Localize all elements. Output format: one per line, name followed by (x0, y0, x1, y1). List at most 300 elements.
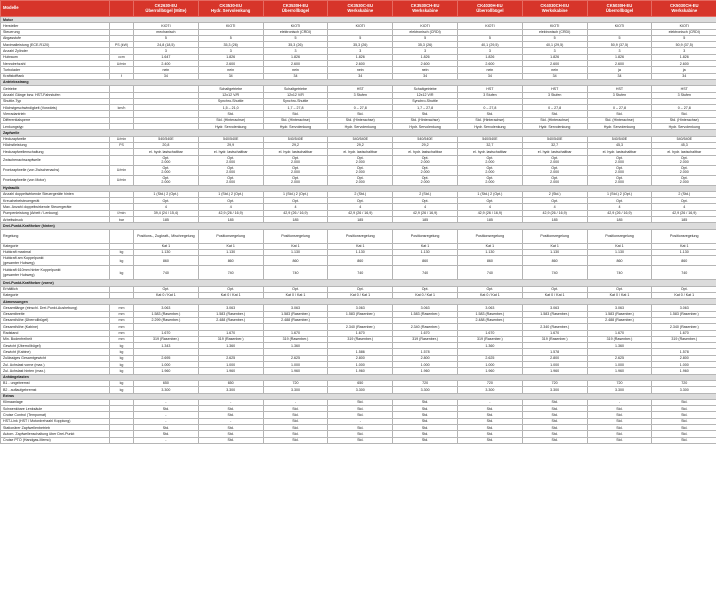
spec-value: Std. (134, 431, 199, 437)
spec-value: Synchro-Shuttle (198, 98, 263, 104)
spec-value: Std. (328, 111, 393, 117)
spec-value: 1.000 (328, 362, 393, 368)
spec-value: 4 (652, 204, 716, 210)
spec-value: Opt. 2.000 (328, 165, 393, 175)
spec-value: 860 (198, 256, 263, 266)
spec-label: Radstand (1, 330, 110, 336)
model-header (393, 1, 458, 17)
spec-value: 2.600 (522, 61, 587, 67)
spec-label: Max. Anzahl doppeltwirkende Steuergeräte (1, 204, 110, 210)
spec-value: 34 (457, 73, 522, 79)
spec-value: 740 (522, 266, 587, 280)
spec-value: 3 (393, 48, 458, 54)
spec-value: Std. (457, 437, 522, 443)
spec-value: 3.063 (522, 305, 587, 311)
spec-value: 2.625 (587, 355, 652, 361)
spec-value: Hydr. Servolenkung (263, 124, 328, 130)
spec-value: Std. (Hinterachse) (328, 117, 393, 123)
spec-row (1, 155, 716, 165)
spec-value: 3 (134, 48, 199, 54)
spec-value: Std. (263, 418, 328, 424)
spec-value: 860 (457, 256, 522, 266)
spec-value: 3.300 (457, 387, 522, 393)
model-name: CK4030H-EU (477, 2, 503, 8)
spec-value: Std. (457, 111, 522, 117)
spec-value: Opt. 2.000 (587, 175, 652, 185)
spec-value: Std. (522, 399, 587, 405)
spec-value: 1.960 (393, 368, 458, 374)
spec-value: Kat 0 / Kat 1 (134, 292, 199, 298)
spec-label: Autom. Zapfwellenschaltung über Drei-Punkt (1, 431, 110, 437)
spec-value: 45,3 (652, 142, 716, 148)
spec-value: KIOTI (198, 23, 263, 29)
spec-label: Anzahl Gänge bzw. HST-Fahrstufen (1, 92, 110, 98)
spec-label: Kreuzhebelsteuergerät (1, 198, 110, 204)
spec-label: Gesamthöhe (Überrollbügel) (1, 317, 110, 323)
spec-unit: kg (110, 368, 134, 374)
model-header (134, 1, 199, 17)
spec-value: 1,7 – 27,8 (393, 105, 458, 111)
spec-value: 540/540E (652, 136, 716, 142)
spec-value: 650 (328, 380, 393, 386)
spec-label: Turbolader (1, 67, 110, 73)
spec-value: 1.583 (Rasenber.) (457, 311, 522, 317)
spec-value: 2.800 (652, 355, 716, 361)
spec-value: el. hydr. lastschaltbar (393, 149, 458, 155)
model-header (457, 1, 522, 17)
spec-value: 1,7 – 27,8 (263, 105, 328, 111)
spec-value: Opt. 2.000 (263, 155, 328, 165)
spec-value: el. hydr. lastschaltbar (198, 149, 263, 155)
spec-label: Zwischenachszapfwelle (1, 155, 110, 165)
spec-value: nein (393, 67, 458, 73)
spec-value: 5 (134, 35, 199, 41)
spec-value: 3.063 (393, 305, 458, 311)
spec-value: el. hydr. lastschaltbar (457, 149, 522, 155)
spec-value: 2.625 (457, 355, 522, 361)
spec-label: Hubkraft am Koppelpunkt (gesamter Hubweg) (1, 256, 110, 266)
spec-value: 29,2 (263, 142, 328, 148)
spec-value: 3.063 (652, 305, 716, 311)
spec-value: 3.063 (134, 305, 199, 311)
spec-label: Heckzapfwelle (1, 136, 110, 142)
spec-value: 2.600 (457, 61, 522, 67)
spec-value: 1.000 (457, 362, 522, 368)
spec-label: Vierradantrieb (1, 111, 110, 117)
spec-value: Std. (652, 412, 716, 418)
spec-value: 34 (198, 73, 263, 79)
spec-unit: ℓ (110, 73, 134, 79)
spec-value: 0 – 27,8 (457, 105, 522, 111)
spec-label: Arbeitsdruck (1, 217, 110, 223)
model-variant: Werkskabine (671, 7, 698, 13)
spec-value: Std. (263, 437, 328, 443)
spec-value: Std. (198, 437, 263, 443)
spec-value: Std. (652, 111, 716, 117)
spec-value: 740 (457, 266, 522, 280)
spec-label: Zulässiges Gesamtgewicht (1, 355, 110, 361)
spec-value: 50,9 (37,5) (587, 42, 652, 48)
spec-value: Opt. 2.000 (198, 165, 263, 175)
spec-label: Zul. Achslast vorne (max.) (1, 362, 110, 368)
spec-value: Std. (328, 406, 393, 412)
section-title: Abmessungen (1, 299, 716, 305)
spec-value: Schaltgetriebe (263, 86, 328, 92)
spec-value: Std. (457, 412, 522, 418)
spec-value: 2.800 (328, 355, 393, 361)
model-name: CK3530CH-EU (410, 2, 440, 8)
spec-value: 1.583 (Rasenber.) (522, 311, 587, 317)
spec-value: nein (263, 67, 328, 73)
spec-value: 3 (587, 48, 652, 54)
spec-label: Kategorie (1, 292, 110, 298)
spec-value: 3 Stufen (457, 92, 522, 98)
spec-value: Opt. (393, 198, 458, 204)
spec-value: Hydr. Servolenkung (587, 124, 652, 130)
spec-value: Std. (457, 431, 522, 437)
spec-value: KIOTI (393, 23, 458, 29)
spec-value: el. hydr. lastschaltbar (587, 149, 652, 155)
section-title: Drei-Punkt-Kraftheber (vorne) (1, 280, 716, 286)
spec-value: 29,2 (393, 142, 458, 148)
spec-value: Std. (328, 412, 393, 418)
spec-value: KIOTI (263, 23, 328, 29)
section-title: Hydraulik (1, 185, 716, 191)
spec-value: 1.670 (134, 330, 199, 336)
model-header (328, 1, 393, 17)
spec-value: 35,3 (26) (263, 42, 328, 48)
spec-value: 20,8 (134, 142, 199, 148)
spec-value: 12x12 V/R (263, 92, 328, 98)
spec-value: Std. (328, 437, 393, 443)
spec-value: Std. (587, 437, 652, 443)
spec-value: 2.488 (Rasenber.) (587, 317, 652, 323)
spec-label: Regelung (1, 229, 110, 243)
spec-value: Std. (522, 437, 587, 443)
spec-value: Opt. 2.000 (134, 175, 199, 185)
spec-value: Std. (652, 425, 716, 431)
spec-value: Kat 0 / Kat 1 (328, 292, 393, 298)
section-title: Antriebsstrang (1, 79, 716, 85)
spec-value: 2.340 (Rasenber.) (393, 324, 458, 330)
spec-value: nein (198, 67, 263, 73)
spec-label: Anzahl Zylinder (1, 48, 110, 54)
spec-value: nein (328, 67, 393, 73)
model-name: CK5030H-EU (606, 2, 633, 8)
spec-value: Opt. 2.000 (328, 175, 393, 185)
model-variant: Überrollbügel (605, 7, 634, 13)
spec-value: 2.400 (134, 61, 199, 67)
spec-value: 34 (652, 73, 716, 79)
spec-value: 860 (263, 256, 328, 266)
spec-value: 3 Stufen (652, 92, 716, 98)
spec-label: Gesamthöhe (Kabine) (1, 324, 110, 330)
spec-value: Opt. (263, 198, 328, 204)
spec-value: 2.488 (Rasenber.) (263, 317, 328, 323)
spec-value: el. hydr. lastschaltbar (328, 149, 393, 155)
spec-unit: U/min (110, 175, 134, 185)
spec-value: HST (587, 86, 652, 92)
model-name: CK5030CH-EU (669, 2, 699, 8)
spec-value: Hydr. Servolenkung (457, 124, 522, 130)
spec-value: 1.826 (263, 54, 328, 60)
spec-unit: mm (110, 317, 134, 323)
spec-value: nein (134, 67, 199, 73)
spec-value: 1.826 (328, 54, 393, 60)
spec-value: 2 (Std.) (522, 191, 587, 197)
spec-value: 2.600 (263, 61, 328, 67)
spec-value: 3 (522, 48, 587, 54)
spec-unit: kg (110, 387, 134, 393)
spec-value: 1.960 (522, 368, 587, 374)
section-title: Anhängelasten (1, 374, 716, 380)
spec-unit: PS (110, 142, 134, 148)
spec-value: 1.826 (522, 54, 587, 60)
spec-value: 720 (263, 380, 328, 386)
spec-value: 185 (393, 217, 458, 223)
spec-value: 540/540E (457, 136, 522, 142)
spec-value: Kat 1 (134, 243, 199, 249)
spec-label: Stationärer Zapfwellenbetrieb (1, 425, 110, 431)
spec-value: Positionsregelung (652, 229, 716, 243)
spec-value: Hydr. Servolenkung (328, 124, 393, 130)
spec-label: HST-Link (HST / Motordrehzahl Kopplung) (1, 418, 110, 424)
spec-value: Opt. (587, 198, 652, 204)
spec-value: 1.670 (263, 330, 328, 336)
spec-value: Std. (Hinterachse) (263, 117, 328, 123)
spec-value: Kat 1 (652, 243, 716, 249)
spec-value: 1,5 – 21,0 (198, 105, 263, 111)
spec-value: 1.578 (522, 349, 587, 355)
section-title: Drei-Punkt-Kraftheber (hinten) (1, 223, 716, 229)
spec-value: Positionsregelung (328, 229, 393, 243)
spec-value: 1.960 (587, 368, 652, 374)
spec-value: Opt. (134, 198, 199, 204)
spec-value: elektronisch (CRDI) (522, 29, 587, 35)
spec-value: 720 (393, 380, 458, 386)
spec-label: Frontzapfwelle (von Zwischenachs) (1, 165, 110, 175)
model-header (587, 1, 652, 17)
spec-value: 1.583 (Rasenber.) (393, 311, 458, 317)
spec-label: Gewicht (Kabine) (1, 349, 110, 355)
spec-value: 2.340 (Rasenber.) (522, 324, 587, 330)
spec-value: 1.670 (652, 330, 716, 336)
spec-value: 720 (587, 380, 652, 386)
spec-value: 3.300 (198, 387, 263, 393)
spec-value: Kat 0 / Kat 1 (457, 292, 522, 298)
spec-label: Steuerung (1, 29, 110, 35)
spec-value: Positionsregelung (587, 229, 652, 243)
spec-value: Positionsregelung (393, 229, 458, 243)
spec-value: 4 (134, 204, 199, 210)
spec-unit: mm (110, 305, 134, 311)
spec-value: 319 (Rasenber.) (134, 336, 199, 342)
spec-value: 1.960 (328, 368, 393, 374)
spec-value: Kat 1 (198, 243, 263, 249)
spec-value: 32,7 (457, 142, 522, 148)
spec-value: 42,9 (26 / 16,9) (522, 210, 587, 216)
spec-value: 740 (652, 266, 716, 280)
spec-label: Kategorie (1, 243, 110, 249)
spec-value: Hydr. Servolenkung (393, 124, 458, 130)
spec-value: Hydr. Servolenkung (522, 124, 587, 130)
spec-value: 1.826 (587, 54, 652, 60)
model-variant: Hydr. Servolenkung (211, 7, 251, 13)
spec-value: 1.000 (263, 362, 328, 368)
spec-value: Std. (134, 406, 199, 412)
spec-value: 740 (328, 266, 393, 280)
spec-label: Erhältlich (1, 286, 110, 292)
spec-label: Zul. Achslast hinten (max.) (1, 368, 110, 374)
spec-label: Cruise Control (Tempomat) (1, 412, 110, 418)
spec-value: 1.360 (457, 343, 522, 349)
spec-value: 2 (Std.) (393, 191, 458, 197)
spec-value: 3 (328, 48, 393, 54)
spec-value: 3.300 (652, 387, 716, 393)
spec-value: 540/540E (263, 136, 328, 142)
spec-value: Std. (652, 418, 716, 424)
model-variant: Überrollbügel (Mitte) (145, 7, 187, 13)
spec-value: 1.670 (328, 330, 393, 336)
spec-value: 185 (263, 217, 328, 223)
spec-unit: mm (110, 330, 134, 336)
spec-value: Kat 1 (522, 243, 587, 249)
spec-value: Std. (263, 406, 328, 412)
spec-value: 2.600 (328, 61, 393, 67)
spec-unit: kg (110, 380, 134, 386)
spec-value: Std. (Hinterachse) (198, 117, 263, 123)
spec-value: 4 (522, 204, 587, 210)
spec-value: Std. (198, 412, 263, 418)
spec-value: Positionsregelung (522, 229, 587, 243)
spec-label: Höchstgeschwindigkeit (Vorwärts) (1, 105, 110, 111)
spec-value: 540/540E (328, 136, 393, 142)
spec-label: Maximalleistung (ECE-R120) (1, 42, 110, 48)
spec-value: 34 (522, 73, 587, 79)
spec-value: 185 (522, 217, 587, 223)
spec-value: Std. (587, 431, 652, 437)
spec-value: Std. (Hinterachse) (393, 117, 458, 123)
spec-value: 42,9 (26 / 16,9) (652, 210, 716, 216)
spec-value: Std. (Hinterachse) (587, 117, 652, 123)
spec-label: Differentialsperre (1, 117, 110, 123)
spec-unit: kg (110, 343, 134, 349)
spec-value: 5 (652, 35, 716, 41)
spec-value: KIOTI (328, 23, 393, 29)
spec-value: 29,2 (328, 142, 393, 148)
spec-value: Opt. (652, 198, 716, 204)
spec-value: 319 (Rasenber.) (328, 336, 393, 342)
spec-value: Std. (393, 399, 458, 405)
spec-value: Opt. (457, 286, 522, 292)
model-variant: Überrollbügel (281, 7, 310, 13)
spec-value: Opt. 2.000 (652, 165, 716, 175)
spec-value: 319 (Rasenber.) (587, 336, 652, 342)
spec-label: Hubraum (1, 54, 110, 60)
spec-value: 720 (522, 380, 587, 386)
spec-value: 3.063 (587, 305, 652, 311)
spec-value: 1.130 (393, 249, 458, 255)
spec-value: elektronisch (CRDI) (393, 29, 458, 35)
spec-value: Opt. (134, 286, 199, 292)
spec-label: Gesamtbreite (1, 311, 110, 317)
spec-value: Opt. (328, 198, 393, 204)
spec-value: Synchro-Shuttle (263, 98, 328, 104)
spec-value: Opt. 2.000 (652, 155, 716, 165)
spec-value: KIOTI (652, 23, 716, 29)
spec-value: 4 (263, 204, 328, 210)
spec-value: Opt. 2.000 (393, 175, 458, 185)
spec-value: 1 (Std.) 2 (Opt.) (263, 191, 328, 197)
spec-value: Std. (263, 111, 328, 117)
spec-value: 3.063 (263, 305, 328, 311)
spec-value: 650 (198, 380, 263, 386)
spec-value: Std. (198, 425, 263, 431)
spec-row (1, 165, 716, 175)
spec-value: Std. (328, 431, 393, 437)
spec-value: 3.300 (263, 387, 328, 393)
spec-value: Opt. 2.000 (457, 165, 522, 175)
spec-value: 860 (587, 256, 652, 266)
spec-value: 1.130 (587, 249, 652, 255)
spec-value: 2.600 (198, 61, 263, 67)
spec-value: 860 (522, 256, 587, 266)
spec-value: Std. (198, 431, 263, 437)
spec-value: 34 (393, 73, 458, 79)
spec-unit: U/min (110, 61, 134, 67)
spec-value: 5 (457, 35, 522, 41)
spec-label: Pumpenleistung (Arbeit / Lenkung) (1, 210, 110, 216)
spec-unit: kg (110, 355, 134, 361)
spec-value: 2.488 (Rasenber.) (457, 317, 522, 323)
spec-unit: kg (110, 266, 134, 280)
spec-value: 540/540E (587, 136, 652, 142)
spec-value: 319 (Rasenber.) (522, 336, 587, 342)
spec-label: Lenkungstyp (1, 124, 110, 130)
spec-value: 185 (198, 217, 263, 223)
spec-value: 1.583 (Rasenber.) (134, 311, 199, 317)
model-name: CK4030CH-EU (540, 2, 569, 8)
spec-value: 1.130 (198, 249, 263, 255)
spec-value: Schaltgetriebe (393, 86, 458, 92)
spec-value: 319 (Rasenber.) (457, 336, 522, 342)
spec-value: 740 (587, 266, 652, 280)
spec-value: 1.826 (457, 54, 522, 60)
spec-value: HST (522, 86, 587, 92)
model-name: CK3530-EU (219, 2, 242, 8)
spec-label: Abgasstufe (1, 35, 110, 41)
spec-value: 1.583 (Rasenber.) (587, 311, 652, 317)
model-variant: Werkskabine (347, 7, 374, 13)
spec-value: ja (652, 67, 716, 73)
spec-value: 34 (587, 73, 652, 79)
spec-value: el. hydr. lastschaltbar (652, 149, 716, 155)
spec-value: 1.000 (522, 362, 587, 368)
spec-value: 1.000 (134, 362, 199, 368)
spec-value: 1.130 (263, 249, 328, 255)
spec-value: Opt. (198, 198, 263, 204)
spec-unit: kg (110, 362, 134, 368)
spec-value: 3 (263, 48, 328, 54)
spec-value: 1.130 (522, 249, 587, 255)
spec-unit (110, 229, 134, 243)
spec-value: 1.960 (198, 368, 263, 374)
spec-value: Opt. 2.000 (587, 165, 652, 175)
spec-value: Std. (587, 406, 652, 412)
spec-value: 42,9 (26 / 16,9) (328, 210, 393, 216)
spec-value: 3 Stufen (587, 92, 652, 98)
spec-value: 32,7 (522, 142, 587, 148)
